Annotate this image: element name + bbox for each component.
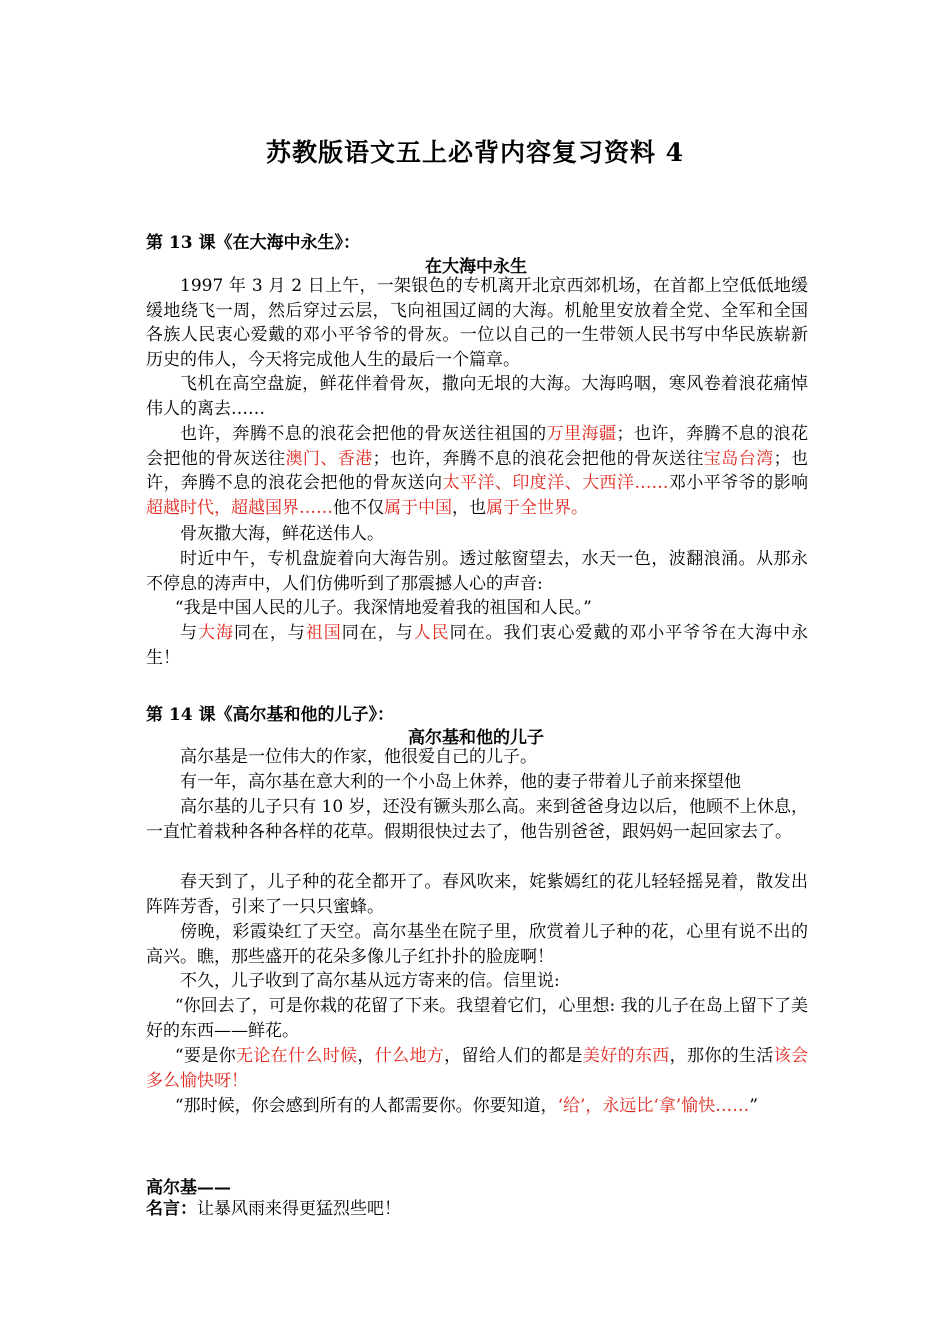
lesson-14-subtitle: 高尔基和他的儿子: [408, 728, 544, 748]
lesson-14-paragraph-5: 傍晚，彩霞染红了天空。高尔基坐在院子里，欣赏着儿子种的花，心里有说不出的高兴。瞧，那些盛开的花朵多像儿子红扑扑的脸庞啊！: [146, 922, 808, 967]
quote-text: 让暴风雨来得更猛烈些吧！: [197, 1199, 401, 1219]
highlight: 宝岛台湾: [703, 448, 774, 469]
highlight: 什么地方: [374, 1046, 445, 1066]
highlight: 澳门、香港: [285, 448, 373, 469]
lesson-14-paragraph-1: 高尔基是一位伟大的作家，他很爱自己的儿子。: [180, 747, 537, 767]
lesson-13-paragraph-2: 飞机在高空盘旋，鲜花伴着骨灰，撒向无垠的大海。大海呜咽，寒风卷着浪花痛悼伟人的离去……: [146, 374, 808, 419]
text: ；也许，奔腾不息的浪花会把他的骨灰送往: [372, 448, 704, 469]
lesson-13-subtitle: 在大海中永生: [425, 257, 527, 277]
text: 也许，奔腾不息的浪花会把他的骨灰送往祖国的: [180, 424, 547, 444]
lesson-13-paragraph-4: 骨灰撒大海，鲜花送伟人。: [180, 524, 384, 544]
text: 他不仅: [333, 497, 384, 518]
highlight: 太平洋、印度洋、大西洋……: [442, 473, 669, 493]
highlight: 该会多么愉快呀！: [146, 1046, 809, 1091]
text: 邓小平爷爷的影响: [668, 473, 809, 493]
quote-label: 名言：: [146, 1199, 197, 1219]
text: ；也许，奔腾不息的浪花会把他的骨灰送向: [146, 448, 809, 493]
text: ，也: [452, 497, 486, 518]
lesson-13-paragraph-1: 1997 年 3 月 2 日上午，一架银色的专机离开北京西郊机场，在首都上空低低地缓缓地绕飞一周，然后穿过云层，飞向祖国辽阔的大海。机舱里安放着全党、全军和全国各族人民衷心爱戴的邓小平爷爷的骨灰。一位以自己的一生带领人民书写中华民族崭新历史的伟人，今天将完成他人生的最后一个篇章。: [146, 276, 808, 370]
text: ，那你的生活: [669, 1046, 774, 1066]
lesson-13-paragraph-5: 时近中午，专机盘旋着向大海告别。透过舷窗望去，水天一色，波翻浪涌。从那永不停息的涛声中，人们仿佛听到了那震撼人心的声音:: [146, 549, 808, 594]
highlight: ‘给’，永远比‘拿’愉快……: [557, 1096, 750, 1116]
gorky-quote: [146, 1197, 808, 1222]
highlight: 大海: [197, 623, 234, 643]
highlight: 属于全世界。: [486, 497, 588, 518]
highlight: 无论在什么时候: [235, 1046, 358, 1066]
page-title: 苏教版语文五上必背内容复习资料 4: [265, 138, 685, 167]
highlight: 人民: [413, 623, 450, 643]
lesson-14-paragraph-8: [146, 1044, 808, 1093]
lesson-13-paragraph-7: [146, 621, 808, 670]
highlight: 祖国: [305, 623, 342, 643]
lesson-14-heading: 第 14 课《高尔基和他的儿子》：: [146, 705, 394, 725]
text: 同在。我们衷心爱戴的邓小平爷爷在大海中永生！: [146, 623, 809, 668]
lesson-14-paragraph-2: 有一年，高尔基在意大利的一个小岛上休养，他的妻子带着儿子前来探望他: [180, 772, 741, 792]
text: ；也许，奔腾不息的浪花会把他的骨灰送往: [146, 424, 809, 469]
lesson-14-paragraph-6: 不久，儿子收到了高尔基从远方寄来的信。信里说:: [180, 971, 560, 991]
lesson-13-quote: “我是中国人民的儿子。我深情地爱着我的祖国和人民。”: [174, 598, 592, 618]
highlight: 万里海疆: [546, 424, 617, 444]
lesson-14-paragraph-7: “你回去了，可是你栽的花留了下来。我望着它们，心里想: 我的儿子在岛上留下了美好的东西——鲜花。: [146, 996, 808, 1041]
text: “那时候，你会感到所有的人都需要你。你要知道，: [174, 1096, 558, 1116]
text: 同在，与: [341, 623, 414, 643]
lesson-14-paragraph-3: 高尔基的儿子只有 10 岁，还没有镢头那么高。来到爸爸身边以后，他顾不上休息，一直忙着栽种各种各样的花草。假期很快过去了，他告别爸爸，跟妈妈一起回家去了。: [146, 797, 808, 842]
text: ，: [357, 1046, 375, 1066]
text: ，留给人们的都是: [444, 1046, 583, 1066]
lesson-14-paragraph-4: 春天到了，儿子种的花全都开了。春风吹来，姹紫嫣红的花儿轻轻摇晃着，散发出阵阵芳香，引来了一只只蜜蜂。: [146, 872, 808, 917]
lesson-13-paragraph-3: [146, 422, 808, 520]
text: ”: [749, 1096, 758, 1116]
highlight: 超越时代，超越国界……: [146, 497, 333, 518]
lesson-13-heading: 第 13 课《在大海中永生》：: [146, 233, 360, 253]
gorky-name: 高尔基——: [146, 1178, 231, 1198]
lesson-14-paragraph-9: [146, 1094, 808, 1119]
highlight: 美好的东西: [582, 1046, 670, 1066]
text: “要是你: [174, 1046, 236, 1066]
text: 与: [180, 623, 198, 643]
text: 同在，与: [233, 623, 306, 643]
highlight: 属于中国: [384, 497, 452, 518]
